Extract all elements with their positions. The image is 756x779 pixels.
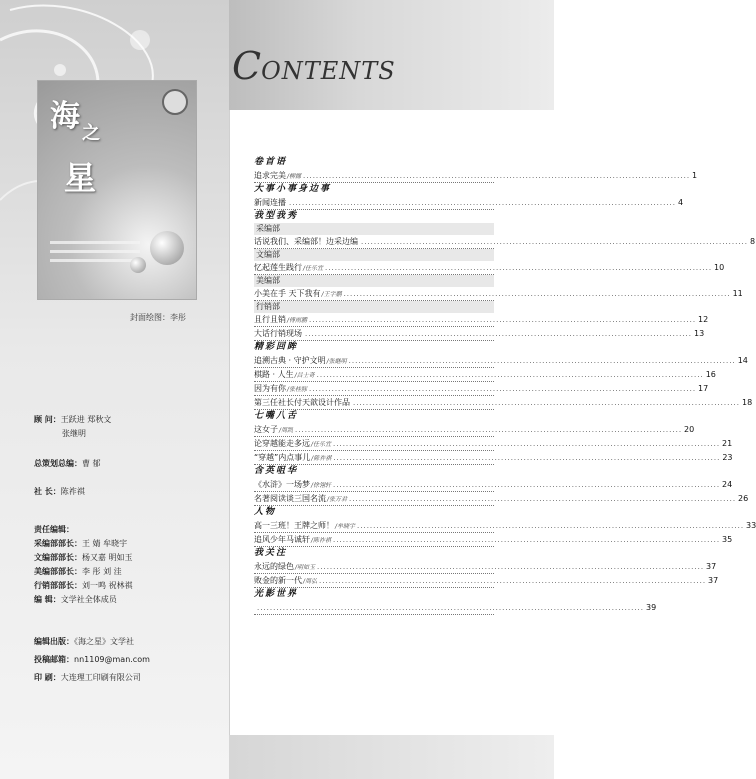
toc-section-title: 大事小事身边事 xyxy=(254,184,332,194)
credits-publisher xyxy=(34,635,134,649)
cover-title-char: 星 xyxy=(64,159,97,197)
toc-leader-dots: ........................................................................................................................ xyxy=(289,199,677,207)
toc-leader-dots: ........................................................................................................................ xyxy=(317,563,705,571)
toc-entry[interactable] xyxy=(254,574,719,588)
toc-entry-author: /陈祚祺 xyxy=(311,537,332,544)
credits-advisor xyxy=(34,413,111,427)
toc-entry[interactable] xyxy=(254,382,709,396)
toc-section-title: 我关注 xyxy=(254,548,288,558)
toc-entry-author: /周凯 xyxy=(279,427,294,434)
toc-section-title: 精彩回眸 xyxy=(254,342,299,352)
toc-page-number: 39 xyxy=(646,603,657,612)
toc-entry-author: /张継明 xyxy=(326,358,347,365)
toc-leader-dots: ........................................................................................................................ xyxy=(333,481,721,489)
toc-leader-dots: ........................................................................................................................ xyxy=(333,536,721,544)
contents-heading xyxy=(232,44,396,88)
president-label: 社 长： xyxy=(34,487,61,496)
toc-entry[interactable] xyxy=(254,492,749,506)
credits-email xyxy=(34,653,150,667)
toc-entry-author: /吕士奇 xyxy=(294,372,315,379)
printer-label: 印 刷： xyxy=(34,673,61,682)
president-name: 陈祚祺 xyxy=(60,487,85,496)
toc-entry-title: 论穿越能走多远 xyxy=(254,439,310,448)
credits-printer xyxy=(34,671,141,685)
toc-page-number: 37 xyxy=(708,576,719,585)
toc-page-number: 12 xyxy=(698,315,709,324)
toc-section-title: 七嘴八舌 xyxy=(254,411,299,421)
editors-label: 责任编辑： xyxy=(34,525,74,534)
toc-leader-dots: ........................................................................................................................ xyxy=(319,577,707,585)
toc-section-title: 人物 xyxy=(254,507,277,517)
printer-name: 大连理工印刷有限公司 xyxy=(60,673,141,682)
editor-row: 采编部部长：王 婧 牟晓宇 xyxy=(34,539,128,548)
toc-entry-title: 新闻连播 xyxy=(254,198,286,207)
toc-entry-author: /王宇鹏 xyxy=(321,291,342,298)
toc-entry-title: 因为有你 xyxy=(254,384,286,393)
toc-page-number: 11 xyxy=(732,289,743,298)
credits-editors xyxy=(34,523,133,607)
toc-page-number: 17 xyxy=(698,384,709,393)
toc-page-number: 26 xyxy=(738,494,749,503)
toc-page-number: 23 xyxy=(722,453,733,462)
toc-entry-title: 追求完美 xyxy=(254,171,286,180)
divider xyxy=(229,110,230,735)
publisher-name: 《海之星》文学社 xyxy=(74,637,134,646)
toc-leader-dots: ........................................................................................................................ xyxy=(343,290,731,298)
chief-label: 总策划总编： xyxy=(34,459,82,468)
editor-row: 美编部部长：李 彤 刘 洼 xyxy=(34,567,122,576)
cover-caption: 封面绘图：李彤 xyxy=(130,313,186,322)
toc-entry-author: /徐翎轩 xyxy=(311,482,332,489)
toc-entry-title: 小美在手 天下我有 xyxy=(254,289,321,298)
toc-entry[interactable] xyxy=(254,354,748,368)
cover-text-lines xyxy=(50,241,140,268)
toc-entry-author: /张桂豚 xyxy=(287,386,308,393)
toc-leader-dots: ........................................................................................................................ xyxy=(333,440,721,448)
toc-entry[interactable] xyxy=(254,196,684,210)
toc-entry-author: /任乐宜 xyxy=(303,265,324,272)
footer-band xyxy=(229,735,554,779)
toc-page-number: 4 xyxy=(678,198,684,207)
toc-entry[interactable] xyxy=(254,368,716,382)
toc-page-number: 10 xyxy=(714,263,725,272)
water-drop-icon xyxy=(150,231,184,265)
toc-entry-author: /陈祚祺 xyxy=(311,455,332,462)
toc-page-number: 16 xyxy=(705,370,716,379)
toc-leader-dots: ........................................................................................................................ xyxy=(316,371,704,379)
toc-leader-dots: ........................................................................................................................ xyxy=(348,357,736,365)
publisher-label: 编辑出版： xyxy=(34,637,74,646)
toc-page-number: 8 xyxy=(750,237,756,246)
toc-leader-dots: ........................................................................................................................ xyxy=(303,172,691,180)
toc-section-title: 我型我秀 xyxy=(254,211,299,221)
advisor-names: 王跃进 郑秋文 xyxy=(60,415,112,424)
toc-entry-title: 这女子 xyxy=(254,425,278,434)
toc-subsection: 美编部 xyxy=(254,275,494,287)
editor-row: 行销部部长：刘一鸣 祝林祺 xyxy=(34,581,133,590)
toc-entry-title: 高一三班！王牌之师！ xyxy=(254,521,334,530)
toc-subsection: 采编部 xyxy=(254,223,494,235)
toc-subsection: 行销部 xyxy=(254,301,494,313)
table-of-contents xyxy=(254,156,756,615)
toc-entry-title: 第三任社长付天歆设计作品 xyxy=(254,398,350,407)
toc-entry-title: 《水浒》一场梦 xyxy=(254,480,310,489)
toc-leader-dots: ........................................................................................................................ xyxy=(257,604,645,612)
toc-entry[interactable] xyxy=(254,235,756,249)
toc-section-title: 光影世界 xyxy=(254,589,299,599)
chief-name: 曹 郁 xyxy=(82,459,101,468)
toc-entry-title: 追溯古典 · 守护文明 xyxy=(254,356,326,365)
editor-row: 文编部部长：杨又嘉 明如玉 xyxy=(34,553,133,562)
toc-entry-title: 永远的绿色 xyxy=(254,562,294,571)
toc-page-number: 24 xyxy=(722,480,733,489)
toc-entry[interactable] xyxy=(254,437,733,451)
toc-leader-dots: ........................................................................................................................ xyxy=(309,316,697,324)
toc-leader-dots: ........................................................................................................................ xyxy=(349,495,737,503)
toc-page-number: 13 xyxy=(694,329,705,338)
toc-entry[interactable] xyxy=(254,560,717,574)
toc-entry-author: /任乐宜 xyxy=(311,441,332,448)
toc-entry-author: /柳娜 xyxy=(287,173,302,180)
toc-entry-title: 棋路 · 人生 xyxy=(254,370,294,379)
toc-leader-dots: ........................................................................................................................ xyxy=(353,399,741,407)
toc-section-title: 含英咀华 xyxy=(254,466,299,476)
toc-entry-author: /张万君 xyxy=(327,496,348,503)
toc-entry[interactable] xyxy=(254,533,733,547)
email-address: nn1109@man.com xyxy=(74,655,150,664)
toc-entry[interactable] xyxy=(254,327,705,341)
toc-leader-dots: ........................................................................................................................ xyxy=(309,385,697,393)
toc-entry-title: 追风少年马诚轩 xyxy=(254,535,310,544)
toc-entry-author: /明如玉 xyxy=(295,564,316,571)
toc-section-title: 卷首语 xyxy=(254,157,288,167)
toc-page-number: 33 xyxy=(746,521,756,530)
advisor-label: 顾 问： xyxy=(34,415,61,424)
contents-heading-initial: C xyxy=(232,44,262,88)
toc-page-number: 37 xyxy=(706,562,717,571)
editor-row: 编 辑：文学社全体成员 xyxy=(34,595,117,604)
toc-entry[interactable] xyxy=(254,313,709,327)
cover-title-char: 海 xyxy=(50,99,80,134)
toc-entry[interactable] xyxy=(254,601,657,615)
toc-entry-author: /傅雨鹏 xyxy=(287,317,308,324)
cover-title-char: 之 xyxy=(82,123,100,144)
toc-leader-dots: ........................................................................................................................ xyxy=(333,454,721,462)
water-drop-icon xyxy=(130,257,146,273)
toc-leader-dots: ........................................................................................................................ xyxy=(295,426,683,434)
credits-advisor-2 xyxy=(62,427,86,441)
cover-image xyxy=(37,80,197,300)
school-logo-icon xyxy=(162,89,188,115)
toc-entry[interactable] xyxy=(254,423,695,437)
toc-entry[interactable] xyxy=(254,451,733,465)
toc-page-number: 18 xyxy=(742,398,753,407)
advisor-name: 张继明 xyxy=(62,429,86,438)
toc-page-number: 1 xyxy=(692,171,698,180)
toc-leader-dots: ........................................................................................................................ xyxy=(361,238,749,246)
toc-entry-title: 话说我们、采编部！边采边编 xyxy=(254,237,358,246)
credits-president xyxy=(34,485,85,499)
toc-entry-title: 忆起莲生践行 xyxy=(254,263,302,272)
toc-leader-dots: ........................................................................................................................ xyxy=(305,330,693,338)
email-label: 投稿邮箱： xyxy=(34,655,74,664)
toc-entry-title: 大话行销现场 xyxy=(254,329,302,338)
toc-entry-author: /周弘 xyxy=(303,578,318,585)
toc-leader-dots: ........................................................................................................................ xyxy=(325,264,713,272)
toc-entry-title: 且行且销 xyxy=(254,315,286,324)
contents-heading-rest: ONTENTS xyxy=(261,57,396,85)
toc-page-number: 14 xyxy=(737,356,748,365)
toc-entry[interactable] xyxy=(254,396,753,410)
toc-entry[interactable] xyxy=(254,261,725,275)
toc-entry-title: “穿越”内点事儿 xyxy=(254,453,311,462)
toc-page-number: 35 xyxy=(722,535,733,544)
toc-entry[interactable] xyxy=(254,519,756,533)
toc-entry-title: 名著阅读谈三国名流 xyxy=(254,494,326,503)
credits-chief xyxy=(34,457,101,471)
toc-page-number: 21 xyxy=(722,439,733,448)
toc-entry[interactable] xyxy=(254,287,743,301)
toc-entry[interactable] xyxy=(254,169,698,183)
toc-leader-dots: ........................................................................................................................ xyxy=(357,522,745,530)
toc-entry[interactable] xyxy=(254,478,733,492)
toc-entry-title: 败金的新一代 xyxy=(254,576,302,585)
toc-subsection: 文编部 xyxy=(254,249,494,261)
toc-entry-author: /牟晓宇 xyxy=(335,523,356,530)
toc-page-number: 20 xyxy=(684,425,695,434)
